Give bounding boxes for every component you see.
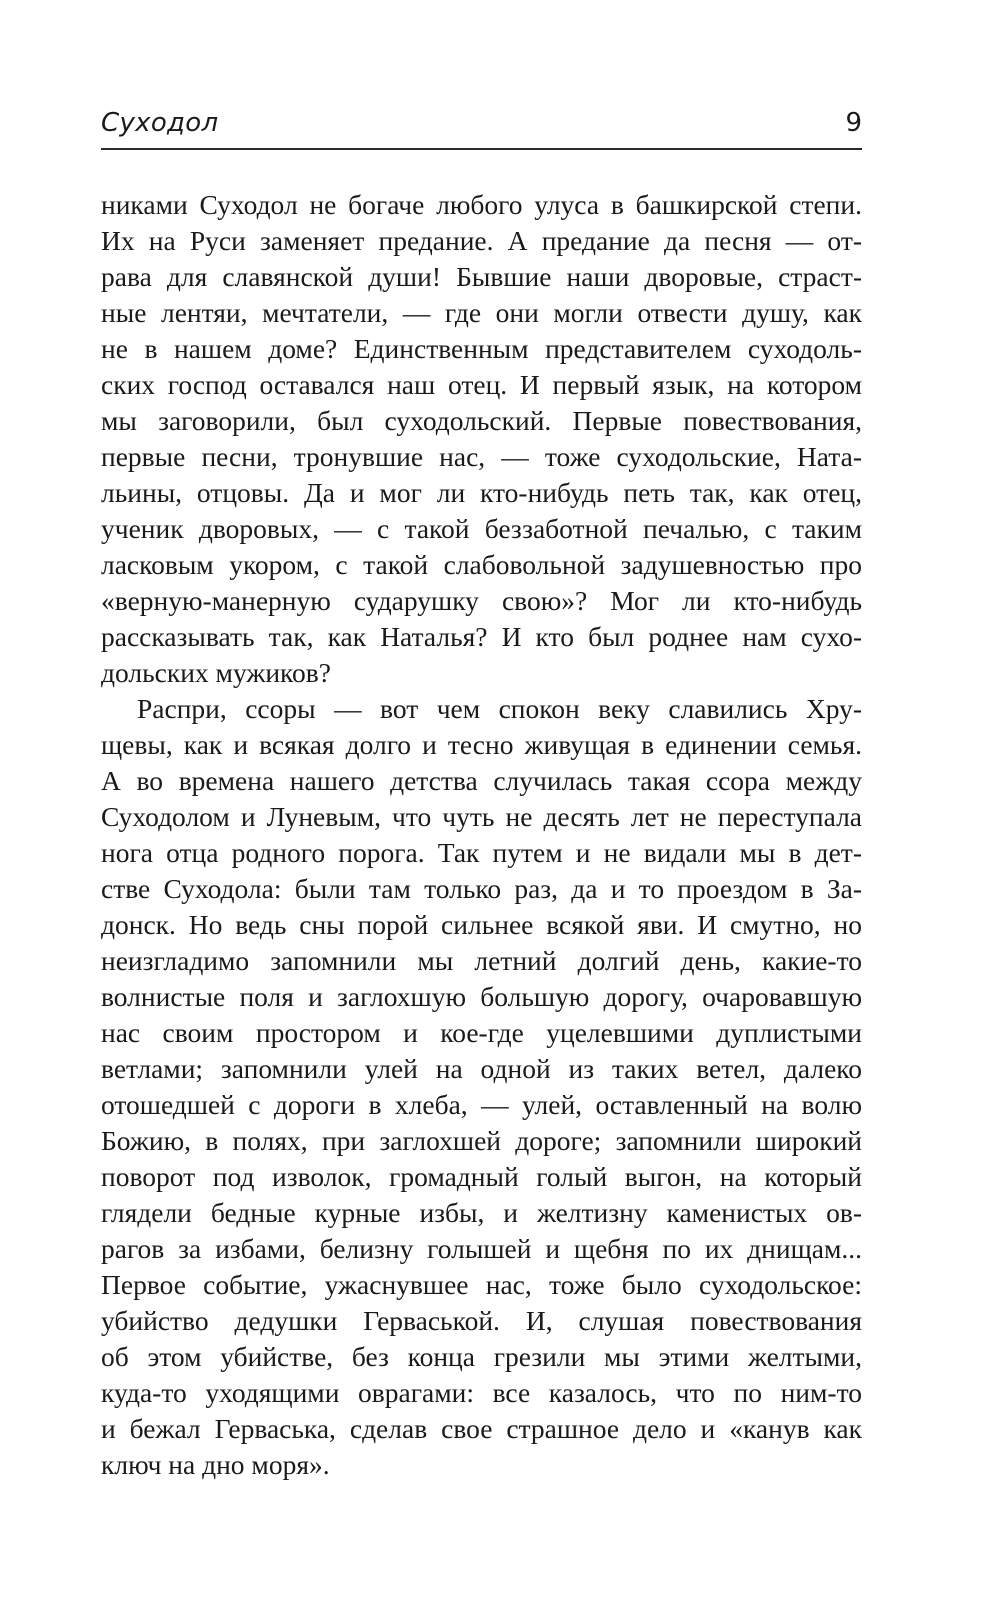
text-line: «верную-манерную сударушку свою»? Мог ли кто-нибудь [101,585,862,616]
text-line: ные лентяи, мечтатели, — где они могли отвести душу, как [101,297,862,328]
running-title: Суходол [101,108,219,138]
text-line: щевы, как и всякая долго и тесно живущая в единении семья. [101,729,862,760]
text-line: Распри, ссоры — вот чем спокон веку славились Хру- [137,693,862,724]
text-line: куда-то уходящими оврагами: все казалось, что по ним-то [101,1377,862,1408]
text-line: Их на Руси заменяет предание. А предание да песня — от- [101,225,862,256]
body-text [101,187,862,1483]
text-line: рагов за избами, белизну голышей и щебня по их днищам... [101,1233,862,1264]
text-line: глядели бедные курные избы, и желтизну каменистых ов- [101,1197,862,1228]
text-line: не в нашем доме? Единственным представителем суходоль- [101,333,862,364]
text-line: отошедшей с дороги в хлеба, — улей, оставленный на волю [101,1089,862,1120]
page-number: 9 [845,108,862,138]
text-line: нога отца родного порога. Так путем и не видали мы в дет- [101,837,862,868]
text-line: рава для славянской души! Бывшие наши дворовые, страст- [101,261,862,292]
text-line: Божию, в полях, при заглохшей дороге; запомнили широкий [101,1125,862,1156]
text-line: первые песни, тронувшие нас, — тоже суходольские, Ната- [101,441,862,472]
running-head [101,106,862,150]
text-line: донск. Но ведь сны порой сильнее всякой яви. И смутно, но [101,909,862,940]
text-line: и бежал Герваська, сделав свое страшное дело и «канув как [101,1413,862,1444]
text-line: мы заговорили, был суходольский. Первые повествования, [101,405,862,436]
text-line: нас своим простором и кое-где уцелевшими дуплистыми [101,1017,862,1048]
text-line: волнистые поля и заглохшую большую дорогу, очаровавшую [101,981,862,1012]
text-line: ключ на дно моря». [101,1449,330,1480]
text-line: ласковым укором, с такой слабовольной задушевностью про [101,549,862,580]
text-line: А во времена нашего детства случилась такая ссора между [101,765,862,796]
text-line: ских господ оставался наш отец. И первый язык, на котором [101,369,862,400]
text-line: льины, отцовы. Да и мог ли кто-нибудь петь так, как отец, [101,477,862,508]
text-line: убийство дедушки Герваськой. И, слушая повествования [101,1305,862,1336]
text-line: поворот под изволок, громадный голый выгон, на который [101,1161,862,1192]
text-line: об этом убийстве, без конца грезили мы этими желтыми, [101,1341,862,1372]
text-line: ученик дворовых, — с такой беззаботной печалью, с таким [101,513,862,544]
text-line: дольских мужиков? [101,657,331,688]
text-line: Первое событие, ужаснувшее нас, тоже было суходольское: [101,1269,862,1300]
text-line: неизгладимо запомнили мы летний долгий день, какие-то [101,945,862,976]
text-line: стве Суходола: были там только раз, да и то проездом в За- [101,873,862,904]
text-line: никами Суходол не богаче любого улуса в башкирской степи. [101,189,862,220]
text-line: Суходолом и Луневым, что чуть не десять лет не переступала [101,801,862,832]
text-line: ветлами; запомнили улей на одной из таких ветел, далеко [101,1053,862,1084]
text-line: рассказывать так, как Наталья? И кто был роднее нам сухо- [101,621,862,652]
